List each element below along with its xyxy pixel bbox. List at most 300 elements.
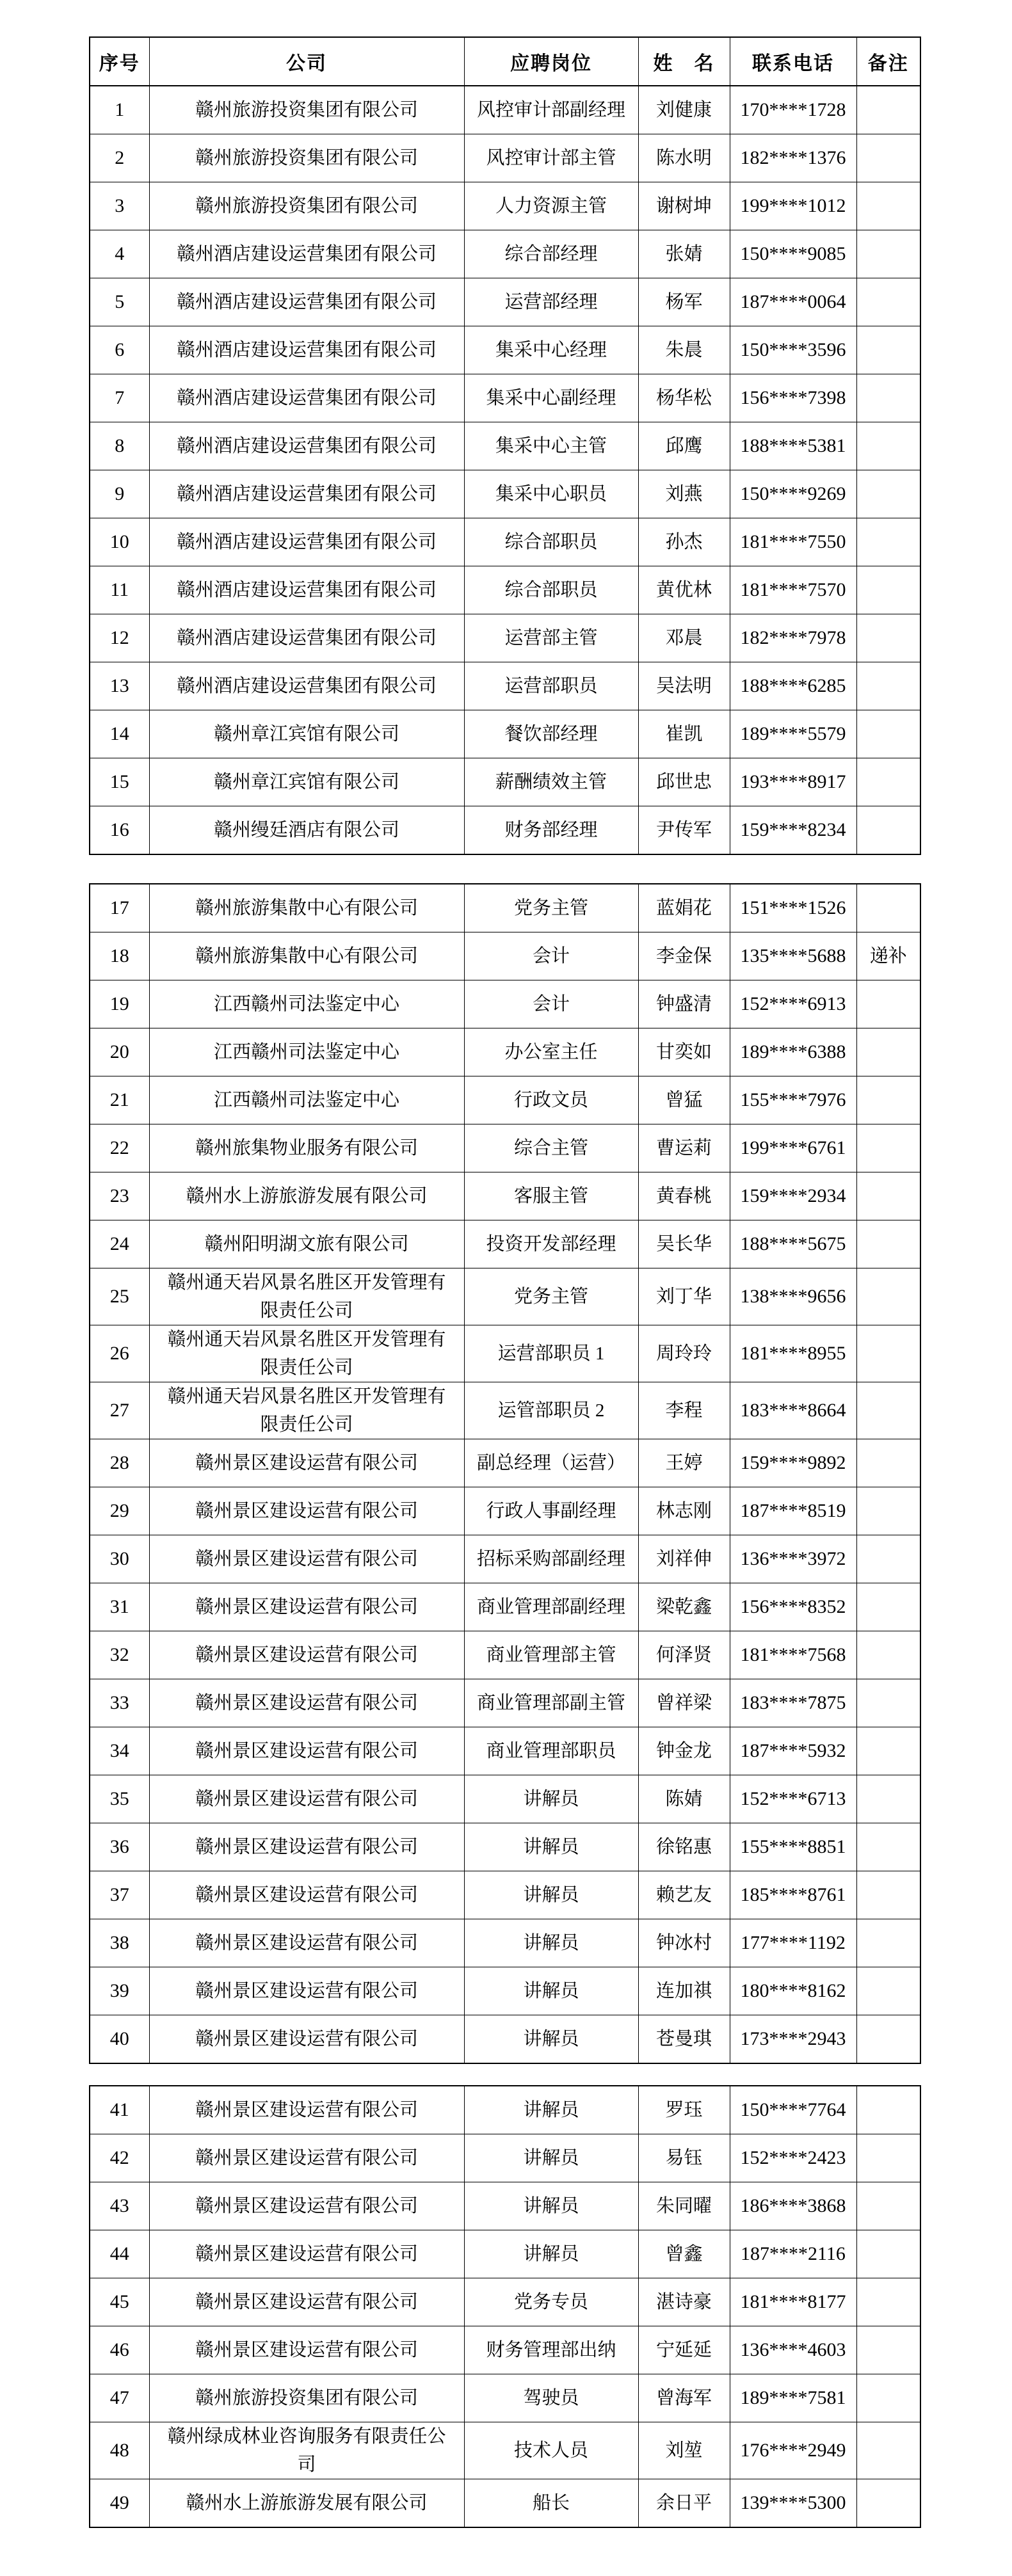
cell-no: 19 (90, 980, 149, 1028)
cell-company: 赣州酒店建设运营集团有限公司 (149, 518, 464, 566)
cell-position: 运管部职员 2 (464, 1382, 638, 1439)
cell-name: 邱世忠 (638, 758, 730, 806)
cell-name: 张婧 (638, 230, 730, 278)
cell-phone: 181****7568 (730, 1631, 856, 1679)
cell-position: 集采中心经理 (464, 326, 638, 374)
table-row (90, 1727, 920, 1775)
cell-remark (856, 1124, 920, 1172)
cell-company: 赣州通天岩风景名胜区开发管理有限责任公司 (149, 1325, 464, 1382)
cell-company: 赣州景区建设运营有限公司 (149, 1967, 464, 2015)
cell-name: 周玲玲 (638, 1325, 730, 1382)
cell-no: 36 (90, 1823, 149, 1871)
table-row (90, 326, 920, 374)
cell-company: 赣州酒店建设运营集团有限公司 (149, 614, 464, 662)
cell-company: 赣州酒店建设运营集团有限公司 (149, 470, 464, 518)
cell-phone: 188****5381 (730, 422, 856, 470)
table-row (90, 2326, 920, 2374)
cell-phone: 150****9269 (730, 470, 856, 518)
cell-name: 李程 (638, 1382, 730, 1439)
cell-company: 赣州阳明湖文旅有限公司 (149, 1220, 464, 1268)
table-row (90, 1382, 920, 1439)
cell-position: 驾驶员 (464, 2374, 638, 2422)
cell-position: 集采中心职员 (464, 470, 638, 518)
cell-no: 44 (90, 2230, 149, 2278)
cell-company: 赣州景区建设运营有限公司 (149, 1583, 464, 1631)
cell-name: 刘丁华 (638, 1268, 730, 1325)
cell-remark (856, 1439, 920, 1487)
cell-company: 赣州景区建设运营有限公司 (149, 1631, 464, 1679)
cell-phone: 183****8664 (730, 1382, 856, 1439)
cell-remark (856, 1535, 920, 1583)
cell-phone: 135****5688 (730, 932, 856, 980)
table-row (90, 2479, 920, 2528)
cell-position: 投资开发部经理 (464, 1220, 638, 1268)
cell-remark (856, 1382, 920, 1439)
cell-phone: 188****5675 (730, 1220, 856, 1268)
cell-no: 8 (90, 422, 149, 470)
cell-name: 李金保 (638, 932, 730, 980)
cell-no: 5 (90, 278, 149, 326)
cell-position: 招标采购部副经理 (464, 1535, 638, 1583)
cell-remark (856, 1967, 920, 2015)
cell-phone: 156****8352 (730, 1583, 856, 1631)
cell-name: 曾猛 (638, 1076, 730, 1124)
cell-name: 钟冰村 (638, 1919, 730, 1967)
cell-phone: 150****9085 (730, 230, 856, 278)
cell-no: 12 (90, 614, 149, 662)
cell-no: 48 (90, 2422, 149, 2479)
cell-position: 船长 (464, 2479, 638, 2528)
cell-phone: 187****0064 (730, 278, 856, 326)
cell-phone: 173****2943 (730, 2015, 856, 2064)
roster-table-1 (89, 36, 921, 855)
cell-position: 运营部职员 1 (464, 1325, 638, 1382)
cell-no: 11 (90, 566, 149, 614)
cell-position: 讲解员 (464, 1823, 638, 1871)
cell-name: 何泽贤 (638, 1631, 730, 1679)
cell-remark (856, 1727, 920, 1775)
cell-phone: 182****7978 (730, 614, 856, 662)
cell-remark (856, 1325, 920, 1382)
table-row (90, 932, 920, 980)
cell-remark (856, 1076, 920, 1124)
cell-name: 湛诗豪 (638, 2278, 730, 2326)
cell-name: 林志刚 (638, 1487, 730, 1535)
cell-position: 讲解员 (464, 1775, 638, 1823)
cell-phone: 189****6388 (730, 1028, 856, 1076)
cell-position: 运营部经理 (464, 278, 638, 326)
cell-remark (856, 182, 920, 230)
cell-phone: 159****8234 (730, 806, 856, 855)
cell-remark (856, 1823, 920, 1871)
cell-name: 杨军 (638, 278, 730, 326)
cell-phone: 159****2934 (730, 1172, 856, 1220)
cell-name: 陈婧 (638, 1775, 730, 1823)
cell-no: 15 (90, 758, 149, 806)
cell-position: 商业管理部副主管 (464, 1679, 638, 1727)
cell-position: 集采中心副经理 (464, 374, 638, 422)
cell-remark (856, 1028, 920, 1076)
cell-name: 宁延延 (638, 2326, 730, 2374)
cell-no: 3 (90, 182, 149, 230)
cell-phone: 155****8851 (730, 1823, 856, 1871)
header-cell-name: 姓 名 (638, 37, 730, 86)
cell-phone: 156****7398 (730, 374, 856, 422)
cell-name: 刘堃 (638, 2422, 730, 2479)
cell-position: 讲解员 (464, 2086, 638, 2134)
table-row (90, 1172, 920, 1220)
cell-company: 江西赣州司法鉴定中心 (149, 1076, 464, 1124)
cell-name: 刘燕 (638, 470, 730, 518)
cell-position: 讲解员 (464, 2230, 638, 2278)
cell-remark (856, 2326, 920, 2374)
cell-name: 曾海军 (638, 2374, 730, 2422)
cell-remark (856, 518, 920, 566)
cell-name: 刘祥伸 (638, 1535, 730, 1583)
table-row (90, 1631, 920, 1679)
cell-company: 赣州酒店建设运营集团有限公司 (149, 662, 464, 710)
cell-name: 崔凯 (638, 710, 730, 758)
cell-phone: 177****1192 (730, 1919, 856, 1967)
cell-remark (856, 2015, 920, 2064)
table-row (90, 1823, 920, 1871)
cell-remark (856, 1919, 920, 1967)
cell-no: 31 (90, 1583, 149, 1631)
cell-no: 2 (90, 134, 149, 182)
cell-no: 20 (90, 1028, 149, 1076)
cell-no: 6 (90, 326, 149, 374)
table-row (90, 1487, 920, 1535)
cell-remark (856, 1220, 920, 1268)
table-row (90, 2086, 920, 2134)
cell-position: 财务部经理 (464, 806, 638, 855)
cell-name: 王婷 (638, 1439, 730, 1487)
cell-no: 33 (90, 1679, 149, 1727)
cell-position: 行政人事副经理 (464, 1487, 638, 1535)
table-row (90, 2422, 920, 2479)
cell-remark (856, 374, 920, 422)
table-row (90, 1028, 920, 1076)
cell-remark (856, 2182, 920, 2230)
cell-remark (856, 2374, 920, 2422)
cell-phone: 186****3868 (730, 2182, 856, 2230)
cell-name: 邓晨 (638, 614, 730, 662)
cell-phone: 152****2423 (730, 2134, 856, 2182)
header-cell-position: 应聘岗位 (464, 37, 638, 86)
cell-no: 43 (90, 2182, 149, 2230)
cell-name: 吴长华 (638, 1220, 730, 1268)
table-row (90, 278, 920, 326)
cell-remark (856, 134, 920, 182)
cell-company: 赣州旅游集散中心有限公司 (149, 884, 464, 932)
cell-position: 会计 (464, 980, 638, 1028)
table-row (90, 1325, 920, 1382)
cell-company: 赣州酒店建设运营集团有限公司 (149, 278, 464, 326)
cell-company: 赣州景区建设运营有限公司 (149, 2134, 464, 2182)
cell-remark (856, 86, 920, 134)
cell-no: 27 (90, 1382, 149, 1439)
cell-remark (856, 1268, 920, 1325)
cell-company: 赣州水上游旅游发展有限公司 (149, 2479, 464, 2528)
cell-name: 苍曼琪 (638, 2015, 730, 2064)
cell-company: 赣州酒店建设运营集团有限公司 (149, 566, 464, 614)
header-cell-remark: 备注 (856, 37, 920, 86)
cell-phone: 181****8177 (730, 2278, 856, 2326)
cell-phone: 189****7581 (730, 2374, 856, 2422)
cell-remark (856, 2134, 920, 2182)
cell-phone: 170****1728 (730, 86, 856, 134)
cell-name: 吴法明 (638, 662, 730, 710)
cell-company: 赣州通天岩风景名胜区开发管理有限责任公司 (149, 1382, 464, 1439)
cell-remark (856, 470, 920, 518)
cell-name: 罗珏 (638, 2086, 730, 2134)
cell-no: 32 (90, 1631, 149, 1679)
cell-company: 赣州景区建设运营有限公司 (149, 2230, 464, 2278)
table-row (90, 2278, 920, 2326)
cell-position: 商业管理部副经理 (464, 1583, 638, 1631)
cell-remark (856, 2479, 920, 2528)
table-row (90, 884, 920, 932)
cell-position: 综合部职员 (464, 518, 638, 566)
cell-company: 赣州酒店建设运营集团有限公司 (149, 374, 464, 422)
cell-no: 9 (90, 470, 149, 518)
cell-company: 赣州酒店建设运营集团有限公司 (149, 422, 464, 470)
cell-remark (856, 2230, 920, 2278)
cell-remark (856, 326, 920, 374)
table-row (90, 2182, 920, 2230)
cell-remark (856, 1631, 920, 1679)
cell-company: 赣州景区建设运营有限公司 (149, 2326, 464, 2374)
cell-phone: 189****5579 (730, 710, 856, 758)
cell-no: 22 (90, 1124, 149, 1172)
cell-remark (856, 980, 920, 1028)
cell-position: 讲解员 (464, 1967, 638, 2015)
cell-company: 赣州旅游投资集团有限公司 (149, 2374, 464, 2422)
cell-remark (856, 806, 920, 855)
table-row (90, 2134, 920, 2182)
cell-remark (856, 2086, 920, 2134)
cell-position: 讲解员 (464, 2015, 638, 2064)
cell-no: 29 (90, 1487, 149, 1535)
cell-name: 赖艺友 (638, 1871, 730, 1919)
cell-no: 16 (90, 806, 149, 855)
cell-no: 39 (90, 1967, 149, 2015)
cell-no: 17 (90, 884, 149, 932)
table-row (90, 1967, 920, 2015)
cell-name: 曹运莉 (638, 1124, 730, 1172)
cell-phone: 185****8761 (730, 1871, 856, 1919)
cell-name: 曾鑫 (638, 2230, 730, 2278)
cell-no: 30 (90, 1535, 149, 1583)
cell-company: 赣州旅游投资集团有限公司 (149, 86, 464, 134)
cell-name: 陈水明 (638, 134, 730, 182)
cell-phone: 139****5300 (730, 2479, 856, 2528)
roster-table-3 (89, 2085, 921, 2528)
table-row (90, 1679, 920, 1727)
cell-position: 讲解员 (464, 2134, 638, 2182)
cell-phone: 176****2949 (730, 2422, 856, 2479)
cell-name: 孙杰 (638, 518, 730, 566)
table-row (90, 1439, 920, 1487)
cell-company: 赣州旅游投资集团有限公司 (149, 134, 464, 182)
cell-no: 13 (90, 662, 149, 710)
cell-company: 赣州章江宾馆有限公司 (149, 710, 464, 758)
cell-name: 朱晨 (638, 326, 730, 374)
table-row (90, 1583, 920, 1631)
table-row (90, 518, 920, 566)
cell-remark (856, 1679, 920, 1727)
cell-position: 运营部职员 (464, 662, 638, 710)
cell-remark (856, 710, 920, 758)
cell-phone: 187****2116 (730, 2230, 856, 2278)
table-row (90, 1268, 920, 1325)
cell-no: 42 (90, 2134, 149, 2182)
cell-position: 集采中心主管 (464, 422, 638, 470)
cell-remark (856, 1583, 920, 1631)
cell-no: 41 (90, 2086, 149, 2134)
cell-phone: 188****6285 (730, 662, 856, 710)
cell-phone: 152****6713 (730, 1775, 856, 1823)
cell-no: 45 (90, 2278, 149, 2326)
cell-remark (856, 566, 920, 614)
table-row (90, 806, 920, 855)
cell-company: 赣州酒店建设运营集团有限公司 (149, 230, 464, 278)
cell-company: 赣州章江宾馆有限公司 (149, 758, 464, 806)
cell-name: 余日平 (638, 2479, 730, 2528)
cell-no: 21 (90, 1076, 149, 1124)
cell-position: 讲解员 (464, 1871, 638, 1919)
cell-position: 客服主管 (464, 1172, 638, 1220)
header-cell-no: 序号 (90, 37, 149, 86)
cell-position: 办公室主任 (464, 1028, 638, 1076)
cell-phone: 159****9892 (730, 1439, 856, 1487)
cell-company: 赣州景区建设运营有限公司 (149, 2086, 464, 2134)
cell-no: 35 (90, 1775, 149, 1823)
cell-company: 赣州缦廷酒店有限公司 (149, 806, 464, 855)
cell-company: 赣州通天岩风景名胜区开发管理有限责任公司 (149, 1268, 464, 1325)
cell-position: 副总经理（运营） (464, 1439, 638, 1487)
cell-name: 曾祥梁 (638, 1679, 730, 1727)
cell-company: 赣州景区建设运营有限公司 (149, 1775, 464, 1823)
cell-name: 钟盛清 (638, 980, 730, 1028)
cell-position: 综合部经理 (464, 230, 638, 278)
cell-position: 党务主管 (464, 884, 638, 932)
header-cell-company: 公司 (149, 37, 464, 86)
cell-remark (856, 1871, 920, 1919)
table-row (90, 1076, 920, 1124)
cell-no: 46 (90, 2326, 149, 2374)
table-row (90, 2230, 920, 2278)
cell-name: 杨华松 (638, 374, 730, 422)
cell-remark (856, 758, 920, 806)
cell-company: 赣州景区建设运营有限公司 (149, 1439, 464, 1487)
table-row (90, 1535, 920, 1583)
cell-phone: 193****8917 (730, 758, 856, 806)
cell-remark (856, 2278, 920, 2326)
cell-remark (856, 230, 920, 278)
cell-no: 47 (90, 2374, 149, 2422)
table-row (90, 1775, 920, 1823)
cell-position: 技术人员 (464, 2422, 638, 2479)
cell-name: 朱同曜 (638, 2182, 730, 2230)
cell-company: 江西赣州司法鉴定中心 (149, 980, 464, 1028)
cell-no: 28 (90, 1439, 149, 1487)
cell-phone: 181****8955 (730, 1325, 856, 1382)
cell-position: 党务主管 (464, 1268, 638, 1325)
table-row (90, 134, 920, 182)
cell-position: 运营部主管 (464, 614, 638, 662)
cell-position: 财务管理部出纳 (464, 2326, 638, 2374)
cell-name: 黄优林 (638, 566, 730, 614)
table-row (90, 2374, 920, 2422)
cell-phone: 199****6761 (730, 1124, 856, 1172)
table-row (90, 758, 920, 806)
table-row (90, 470, 920, 518)
cell-company: 赣州酒店建设运营集团有限公司 (149, 326, 464, 374)
cell-remark (856, 1775, 920, 1823)
cell-company: 江西赣州司法鉴定中心 (149, 1028, 464, 1076)
cell-no: 24 (90, 1220, 149, 1268)
table-row (90, 710, 920, 758)
cell-no: 38 (90, 1919, 149, 1967)
cell-company: 赣州水上游旅游发展有限公司 (149, 1172, 464, 1220)
cell-no: 7 (90, 374, 149, 422)
cell-phone: 187****5932 (730, 1727, 856, 1775)
cell-remark (856, 2422, 920, 2479)
cell-company: 赣州旅游集散中心有限公司 (149, 932, 464, 980)
cell-name: 连加祺 (638, 1967, 730, 2015)
table-row (90, 1919, 920, 1967)
cell-position: 商业管理部职员 (464, 1727, 638, 1775)
cell-name: 尹传军 (638, 806, 730, 855)
cell-no: 25 (90, 1268, 149, 1325)
table-row (90, 614, 920, 662)
cell-remark (856, 278, 920, 326)
cell-company: 赣州景区建设运营有限公司 (149, 1919, 464, 1967)
cell-phone: 182****1376 (730, 134, 856, 182)
cell-company: 赣州景区建设运营有限公司 (149, 2182, 464, 2230)
cell-phone: 180****8162 (730, 1967, 856, 2015)
cell-name: 邱鹰 (638, 422, 730, 470)
cell-remark (856, 1487, 920, 1535)
cell-no: 18 (90, 932, 149, 980)
cell-no: 40 (90, 2015, 149, 2064)
cell-company: 赣州景区建设运营有限公司 (149, 1535, 464, 1583)
table-row (90, 566, 920, 614)
cell-no: 26 (90, 1325, 149, 1382)
cell-position: 会计 (464, 932, 638, 980)
cell-no: 23 (90, 1172, 149, 1220)
cell-remark (856, 884, 920, 932)
cell-position: 综合部职员 (464, 566, 638, 614)
cell-name: 徐铭惠 (638, 1823, 730, 1871)
table-row (90, 374, 920, 422)
cell-phone: 150****7764 (730, 2086, 856, 2134)
header-cell-phone: 联系电话 (730, 37, 856, 86)
cell-no: 14 (90, 710, 149, 758)
cell-no: 37 (90, 1871, 149, 1919)
cell-phone: 138****9656 (730, 1268, 856, 1325)
table-row (90, 182, 920, 230)
cell-phone: 152****6913 (730, 980, 856, 1028)
cell-position: 餐饮部经理 (464, 710, 638, 758)
cell-company: 赣州景区建设运营有限公司 (149, 2015, 464, 2064)
table-row (90, 980, 920, 1028)
cell-name: 易钰 (638, 2134, 730, 2182)
cell-phone: 136****4603 (730, 2326, 856, 2374)
cell-company: 赣州旅游投资集团有限公司 (149, 182, 464, 230)
cell-position: 风控审计部副经理 (464, 86, 638, 134)
